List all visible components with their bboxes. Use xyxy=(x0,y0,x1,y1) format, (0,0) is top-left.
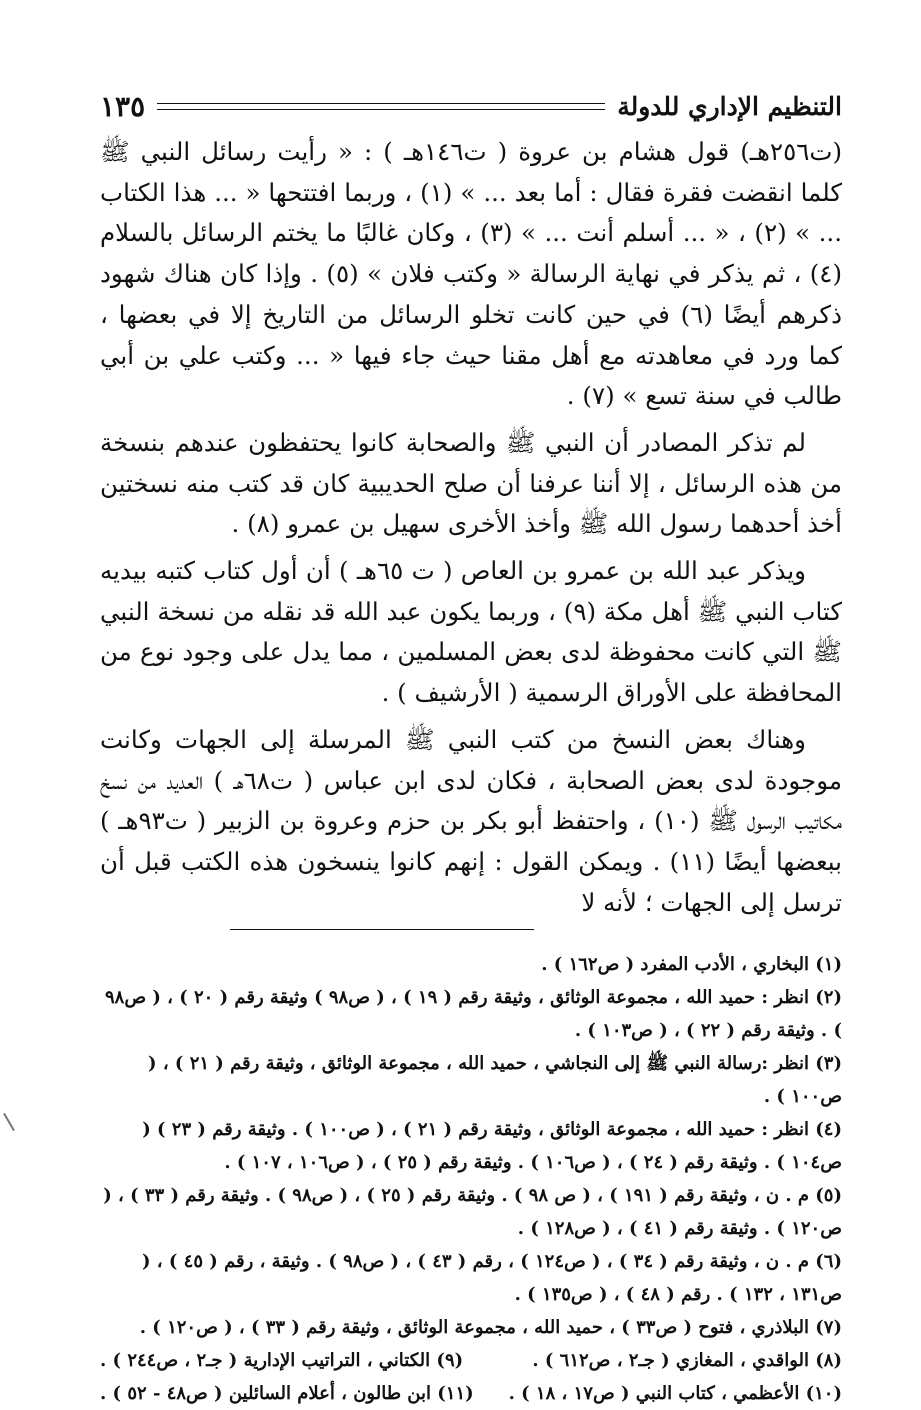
footnote-10: (١٠) الأعظمي ، كتاب النبي ( ص١٧ ، ١٨ ) . xyxy=(508,1383,842,1405)
footnote-7: (٧) البلاذري ، فتوح ( ص٣٣ ) ، حميد الله ، مجموعة الوثائق ، وثيقة رقم ( ٣٣ ) ، ( ص١٢٠ ) . xyxy=(139,1317,842,1339)
footnote-4: (٤) انظر : حميد الله ، مجموعة الوثائق ، وثيقة رقم ( ٢١ ) ، ( ص١٠٠ ) . وثيقة رقم ( ٢٣ ) ( ص١٠٤ ) . وثيقة رقم ( ٢٤ ) ، ( ص١٠٦ ) . وثيقة رقم ( ٢٥ ) ، ( ص١٠٦ ، ١٠٧ ) . xyxy=(142,1119,842,1174)
footnote-row-10-11 xyxy=(100,1377,842,1410)
footnote-row-8-9 xyxy=(100,1344,842,1377)
page-number: ١٣٥ xyxy=(100,89,146,123)
paragraph-3: ويذكر عبد الله بن عمرو بن العاص ( ت ٦٥هـ ) أن أول كتاب كتبه بيديه كتاب النبي ﷺ أهل مكة (٩) ، وربما يكون عبد الله قد نقله من نسخة النبي ﷺ التي كانت محفوظة لدى بعض المسلمين ، مما يدل على وجود نوع من المحافظة على الأوراق الرسمية ( الأرشيف ) . xyxy=(100,556,842,708)
footnote-separator xyxy=(230,929,534,930)
footnote-1: (١) البخاري ، الأدب المفرد ( ص١٦٢ ) . xyxy=(541,954,842,976)
footnotes xyxy=(100,948,842,1410)
paragraph-4: وهناك بعض النسخ من كتب النبي ﷺ المرسلة إلى الجهات وكانت موجودة لدى بعض الصحابة ، فكان لدى ابن عباس ( ت٦٨هـ ) العديد من نسخ مكاتيب الرسول ﷺ (١٠) ، واحتفظ أبو بكر بن حزم وعروة بن الزبير ( ت٩٣هـ ) ببعضها أيضًا (١١) . ويمكن القول : إنهم كانوا ينسخون هذه الكتب قبل أن ترسل إلى الجهات ؛ لأنه لا xyxy=(100,724,842,917)
footnote-9: (٩) الكتاني ، التراتيب الإدارية ( جـ٢ ، ص٢٤٤ ) . xyxy=(100,1350,464,1372)
header-rule xyxy=(157,103,605,110)
running-header xyxy=(100,86,842,126)
footnote-11: (١١) ابن طالون ، أعلام السائلين ( ص٤٨ - ٥٢ ) . xyxy=(100,1383,474,1405)
footnote-3: (٣) انظر :رسالة النبي ﷺ إلى النجاشي ، حميد الله ، مجموعة الوثائق ، وثيقة رقم ( ٢١ ) ، ( ص١٠٠ ) . xyxy=(148,1053,842,1108)
body-text xyxy=(100,132,842,923)
footnote-8: (٨) الواقدي ، المغازي ( جـ٢ ، ص٦١٢ ) . xyxy=(532,1350,842,1372)
book-page xyxy=(100,86,842,1410)
paragraph-2: لم تذكر المصادر أن النبي ﷺ والصحابة كانوا يحتفظون عندهم بنسخة من هذه الرسائل ، إلا أننا عرفنا أن صلح الحديبية كان قد كتب منه نسختين أخذ أحدهما رسول الله ﷺ وأخذ الأخرى سهيل بن عمرو (٨) . xyxy=(100,427,842,539)
footnote-2: (٢) انظر : حميد الله ، مجموعة الوثائق ، وثيقة رقم ( ١٩ ) ، ( ص٩٨ ) وثيقة رقم ( ٢٠ ) ، ( ص٩٨ ) . وثيقة رقم ( ٢٢ ) ، ( ص١٠٣ ) . xyxy=(104,987,842,1042)
footnote-6: (٦) م . ن ، وثيقة رقم ( ٣٤ ) ، ( ص١٢٤ ) ، رقم ( ٤٣ ) ، ( ص٩٨ ) . وثيقة ، رقم ( ٤٥ ) ، ( ص١٣١ ، ١٣٢ ) . رقم ( ٤٨ ) ، ( ص١٣٥ ) . xyxy=(142,1251,842,1306)
paragraph-1: (ت٢٥٦هـ) قول هشام بن عروة ( ت١٤٦هـ ) : « رأيت رسائل النبي ﷺ كلما انقضت فقرة فقال : أما بعد ... » (١) ، وربما افتتحها « ... هذا الكتاب ... » (٢) ، « ... أسلم أنت ... » (٣) ، وكان غالبًا ما يختم الرسائل بالسلام (٤) ، ثم يذكر في نهاية الرسالة « وكتب فلان » (٥) . وإذا كان هناك شهود ذكرهم أيضًا (٦) في حين كانت تخلو الرسائل من التاريخ إلا في بعضها ، كما ورد في معاهدته مع أهل مقنا حيث جاء فيها « ... وكتب علي بن أبي طالب في سنة تسع » (٧) . xyxy=(100,137,843,411)
scan-mark xyxy=(3,1113,15,1131)
footnote-5: (٥) م . ن ، وثيقة رقم ( ١٩١ ) ، ( ص ٩٨ ) . وثيقة رقم ( ٢٥ ) ، ( ص٩٨ ) . وثيقة رقم ( ٣٣ ) ، ( ص١٢٠ ) . وثيقة رقم ( ٤١ ) ، ( ص١٢٨ ) . xyxy=(103,1185,842,1240)
header-title: التنظيم الإداري للدولة xyxy=(617,91,842,121)
